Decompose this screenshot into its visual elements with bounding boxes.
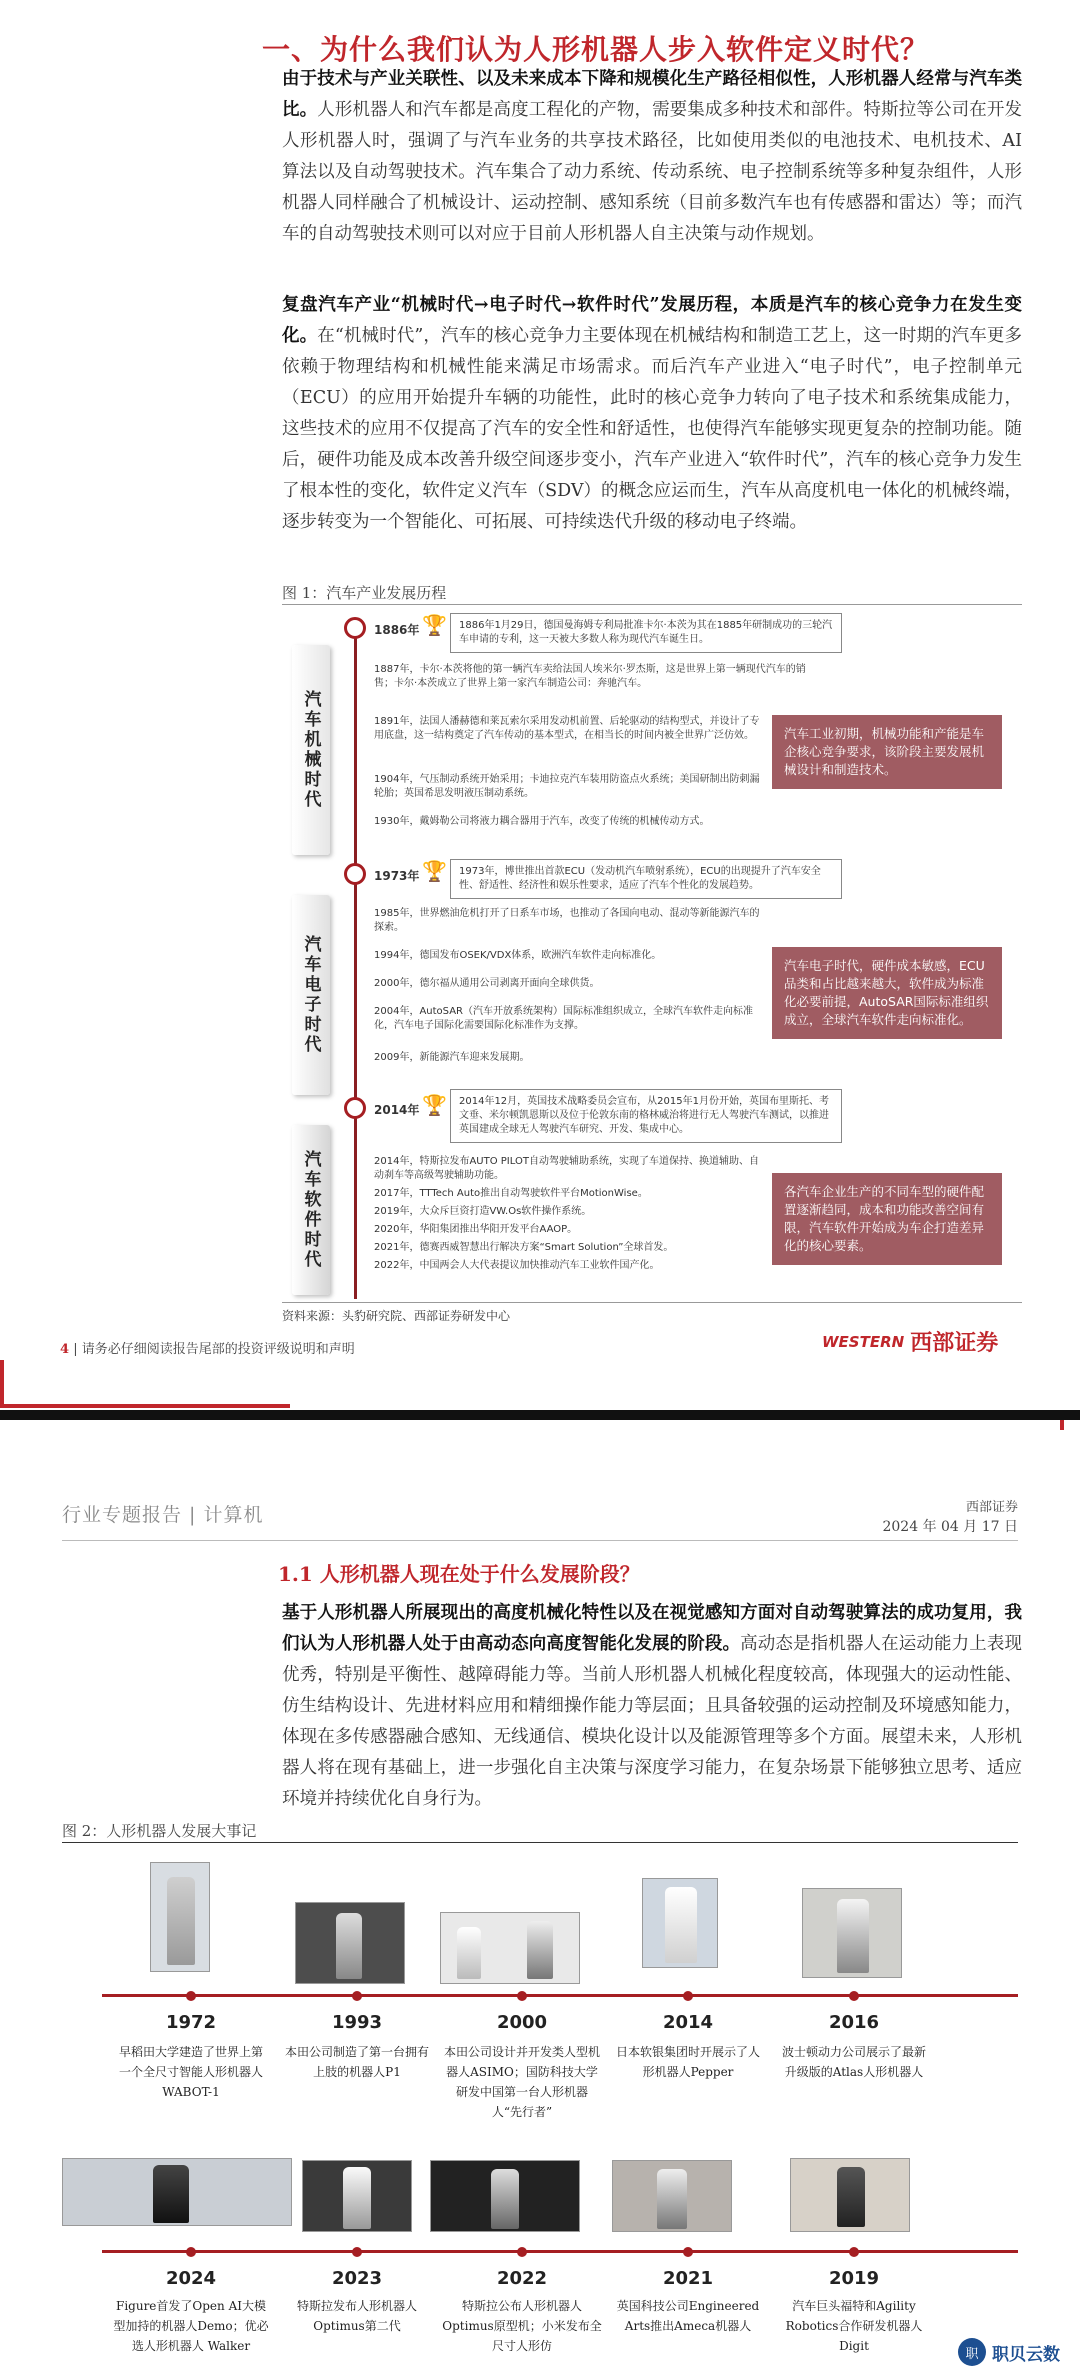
milestone-year: 2022 [496, 2268, 548, 2289]
robot-photo-optimus [430, 2160, 580, 2232]
para2-bold: 复盘汽车产业“机械时代→电子时代→软件时代”发展历程，本质是汽车的核心竞争力在发生变化。 [282, 295, 1022, 346]
report-page-5 [0, 1430, 1080, 2373]
robot-photo-optimus-gen2 [302, 2160, 412, 2232]
era-summary: 汽车电子时代，硬件成本敏感，ECU品类和占比越来越大，软件成为标准化必要前提，AutoSAR国际标准组织成立，全球汽车软件走向标准化。 [772, 947, 1002, 1039]
event-item: 2019年，大众斥巨资打造VW.Os软件操作系统。 [374, 1206, 592, 1217]
trophy-icon: 🏆 [422, 1093, 447, 1117]
figure-2-caption: 图 2：人形机器人发展大事记 [62, 1822, 257, 1840]
era-software-label: 汽车软件时代 [300, 1150, 321, 1270]
era-summary: 各汽车企业生产的不同车型的硬件配置逐渐趋同，成本和功能改善空间有限，汽车软件开始成为车企打造差异化的核心要素。 [772, 1173, 1002, 1265]
robot-photo-asimo [440, 1912, 580, 1984]
logo-en: WESTERN [822, 1332, 905, 1351]
event-item: 2021年，德赛西威智慧出行解决方案“Smart Solution”全球首发。 [374, 1242, 674, 1253]
robot-photo-ameca [612, 2160, 732, 2232]
milestone-box: 1886年1月29日，德国曼海姆专利局批准卡尔·本茨为其在1885年研制成功的三轮汽车申请的专利，这一天被大多数人称为现代汽车诞生日。 [450, 613, 842, 653]
timeline-row-2 [102, 2250, 1018, 2253]
milestone-year: 2014 [662, 2012, 714, 2033]
timeline-dot [517, 1991, 527, 2001]
robot-photo-figure [62, 2158, 292, 2226]
era-software [292, 1125, 330, 1295]
milestone-node [344, 617, 366, 639]
robot-photo-pepper [642, 1878, 718, 1968]
header-date: 2024 年 04 月 17 日 [882, 1519, 1018, 1535]
milestone-year: 2024 [165, 2268, 217, 2289]
watermark-text: 职贝云数 [992, 2344, 1060, 2365]
event-item: 1891年，法国人潘赫德和莱瓦索尔采用发动机前置、后轮驱动的结构型式，并设计了专用底盘，这一结构奠定了汽车传动的基本型式，在相当长的时间内被全世界广泛仿效。 [374, 716, 760, 741]
event-item: 2020年，华阳集团推出华阳开发平台AAOP。 [374, 1224, 578, 1235]
timeline-dot [849, 2247, 859, 2257]
event-item: 2009年，新能源汽车迎来发展期。 [374, 1052, 530, 1063]
stage-paragraph [282, 1598, 1022, 1815]
figure-1-caption: 图 1：汽车产业发展历程 [282, 584, 447, 602]
timeline-axis [354, 627, 357, 1299]
milestone-desc: 本田公司设计并开发类人型机器人ASIMO；国防科技大学研发中国第一台人形机器人“先行者” [443, 2045, 600, 2119]
event-item: 2000年，德尔福从通用公司剥离开面向全球供货。 [374, 978, 600, 989]
milestone-desc: 特斯拉发布人形机器人Optimus第二代 [296, 2299, 417, 2333]
brand-logo [822, 1326, 998, 1357]
milestone-desc: 英国科技公司Engineered Arts推出Ameca机器人 [616, 2299, 760, 2333]
milestone-node [344, 863, 366, 885]
milestone-year: 2016 [828, 2012, 880, 2033]
milestone-node [344, 1097, 366, 1119]
era-summary: 汽车工业初期，机械功能和产能是车企核心竞争要求，该阶段主要发展机械设计和制造技术。 [772, 715, 1002, 789]
header-company: 西部证券 [965, 1500, 1018, 1515]
trophy-icon: 🏆 [422, 859, 447, 883]
stage-para-bold: 基于人形机器人所展现出的高度机械化特性以及在视觉感知方面对自动驾驶算法的成功复用，我们认为人形机器人处于由高动态向高度智能化发展的阶段。 [282, 1603, 1022, 1654]
footer-disclaimer: | 请务必仔细阅读报告尾部的投资评级说明和声明 [73, 1342, 355, 1357]
era-mechanical [292, 645, 330, 855]
trophy-icon: 🏆 [422, 613, 447, 637]
milestone-year: 1886年 [374, 623, 420, 637]
robot-photo-digit [790, 2158, 910, 2232]
milestone-desc: 早稻田大学建造了世界上第一个全尺寸智能人形机器人 WABOT-1 [118, 2045, 263, 2099]
milestone-year: 2023 [331, 2268, 383, 2289]
era-electronic-label: 汽车电子时代 [300, 935, 321, 1055]
corner-accent-vertical [0, 1360, 4, 1408]
para2-text: 在“机械时代”，汽车的核心竞争力主要体现在机械结构和制造工艺上，这一时期的汽车更多依赖于物理结构和机械性能来满足市场需求。而后汽车产业进入“电子时代”，电子控制单元（ECU）的应用开始提升车辆的功能性，此时的核心竞争力转向了电子技术和系统集成能力，这些技术的应用不仅提高了汽车的安全性和舒适性，也使得汽车能够实现更复杂的控制功能。随后，硬件功能及成本改善升级空间逐步变小，汽车产业进入“软件时代”，汽车的核心竞争力发生了根本性的变化，软件定义汽车（SDV）的概念应运而生，汽车从高度机电一体化的机械终端，逐步转变为一个智能化、可拓展、可持续迭代升级的移动电子终端。 [282, 326, 1023, 532]
milestone-year: 1972 [165, 2012, 217, 2033]
milestone-box: 2014年12月，英国技术战略委员会宣布，从2015年1月份开始，英国布里斯托、考文垂、米尔顿凯恩斯以及位于伦敦东南的格林威治将进行无人驾驶汽车测试，以推进英国建成全球无人驾驶汽车研究、开发、集成中心。 [450, 1089, 842, 1143]
event-item: 1887年，卡尔·本茨将他的第一辆汽车卖给法国人埃米尔·罗杰斯，这是世界上第一辆现代汽车的销售；卡尔·本茨成立了世界上第一家汽车制造公司：奔驰汽车。 [374, 664, 806, 689]
logo-cn: 西部证券 [910, 1331, 999, 1356]
timeline-dot [517, 2247, 527, 2257]
para1-bold: 由于技术与产业关联性、以及未来成本下降和规模化生产路径相似性，人形机器人经常与汽车类比。 [282, 69, 1022, 120]
milestone-desc: 日本软银集团时开展示了人形机器人Pepper [615, 2045, 760, 2079]
timeline-dot [186, 2247, 196, 2257]
report-category: 行业专题报告 | 计算机 [62, 1504, 264, 1526]
milestone-year: 1973年 [374, 869, 420, 883]
milestone-desc: 特斯拉公布人形机器人Optimus原型机；小米发布全尺寸人形仿 [442, 2299, 602, 2353]
robot-photo-wabot [150, 1862, 210, 1972]
figure-1-timeline [282, 605, 1022, 1300]
event-item: 1904年，气压制动系统开始采用；卡迪拉克汽车装用防盗点火系统；美国研制出防刺漏轮胎；英国希思发明液压制动系统。 [374, 774, 760, 799]
intro-paragraph-1 [282, 64, 1022, 250]
timeline-row-1 [102, 1994, 1018, 1997]
milestone-year: 2019 [828, 2268, 880, 2289]
figure-2-rule [62, 1842, 1018, 1843]
robot-photo-p1 [295, 1902, 405, 1984]
event-item: 2004年，AutoSAR（汽车开放系统架构）国际标准组织成立，全球汽车软件走向标准化，汽车电子国际化需要国际化标准作为支撑。 [374, 1006, 753, 1031]
section-subtitle: 1.1 人形机器人现在处于什么发展阶段？ [278, 1562, 640, 1586]
figure-1-source: 资料来源：头豹研究院、西部证券研发中心 [282, 1309, 511, 1323]
header-rule [62, 1540, 1018, 1541]
page-footer [60, 1338, 355, 1357]
robot-photo-atlas [802, 1888, 902, 1978]
timeline-dot [352, 2247, 362, 2257]
timeline-dot [849, 1991, 859, 2001]
event-item: 1994年，德国发布OSEK/VDX体系，欧洲汽车软件走向标准化。 [374, 950, 662, 961]
event-item: 2014年，特斯拉发布AUTO PILOT自动驾驶辅助系统，实现了车道保持、换道辅助、自动刹车等高级驾驶辅助功能。 [374, 1156, 759, 1181]
milestone-year: 2014年 [374, 1103, 420, 1117]
milestone-desc: 波士顿动力公司展示了最新升级版的Atlas人形机器人 [781, 2045, 926, 2079]
figure-1-bottom-rule [282, 1302, 1022, 1303]
intro-paragraph-2 [282, 290, 1022, 538]
milestone-desc: 本田公司制造了第一台拥有上肢的机器人P1 [284, 2045, 429, 2079]
para1-text: 人形机器人和汽车都是高度工程化的产物，需要集成多种技术和部件。特斯拉等公司在开发人形机器人时，强调了与汽车业务的共享技术路径，比如使用类似的电池技术、电机技术、AI 算法以及自动驾驶技术。汽车集合了动力系统、传动系统、电子控制系统等多种复杂组件，人形机器人同样融合了机械设计、运动控制、感知系统（目前多数汽车也有传感器和雷达）等；而汽车的自动驾驶技术则可以对应于目前人形机器人自主决策与动作规划。 [282, 100, 1023, 244]
milestone-year: 1993 [331, 2012, 383, 2033]
event-item: 1985年，世界燃油危机打开了日系车市场，也推动了各国向电动、混动等新能源汽车的探索。 [374, 908, 760, 933]
event-item: 1930年，戴姆勒公司将液力耦合器用于汽车，改变了传统的机械传动方式。 [374, 816, 710, 827]
milestone-desc: Figure首发了Open AI大模型加持的机器人Demo；优必选人形机器人 Walker [113, 2299, 269, 2353]
page-divider [0, 1410, 1080, 1420]
event-item: 2017年，TTTech Auto推出自动驾驶软件平台MotionWise。 [374, 1188, 648, 1199]
era-mechanical-label: 汽车机械时代 [300, 690, 321, 810]
timeline-dot [186, 1991, 196, 2001]
timeline-dot [352, 1991, 362, 2001]
event-item: 2022年，中国两会人大代表提议加快推动汽车工业软件国产化。 [374, 1260, 660, 1271]
milestone-year: 2000 [496, 2012, 548, 2033]
milestone-desc: 汽车巨头福特和Agility Robotics合作研发机器人Digit [785, 2299, 923, 2353]
milestone-year: 2021 [662, 2268, 714, 2289]
milestone-box: 1973年，博世推出首款ECU（发动机汽车喷射系统），ECU的出现提升了汽车安全性、舒适性、经济性和娱乐性要求，适应了汽车个性化的发展趋势。 [450, 859, 842, 899]
stage-para-text: 高动态是指机器人在运动能力上表现优秀，特别是平衡性、越障碍能力等。当前人形机器人机械化程度较高，体现强大的运动性能、仿生结构设计、先进材料应用和精细操作能力等层面；且具备较强的运动控制及环境感知能力，体现在多传感器融合感知、无线通信、模块化设计以及能源管理等多个方面。展望未来，人形机器人将在现有基础上，进一步强化自主决策与深度学习能力，在复杂场景下能够独立思考、适应环境并持续优化自身行为。 [282, 1634, 1022, 1809]
watermark [958, 2338, 1060, 2366]
timeline-dot [683, 1991, 693, 2001]
era-electronic [292, 895, 330, 1095]
page-number: 4 [60, 1342, 70, 1357]
timeline-dot [683, 2247, 693, 2257]
corner-accent-horizontal [0, 1404, 290, 1408]
section-title: 一、为什么我们认为人形机器人步入软件定义时代？ [262, 33, 930, 66]
watermark-icon: 职 [958, 2338, 986, 2366]
